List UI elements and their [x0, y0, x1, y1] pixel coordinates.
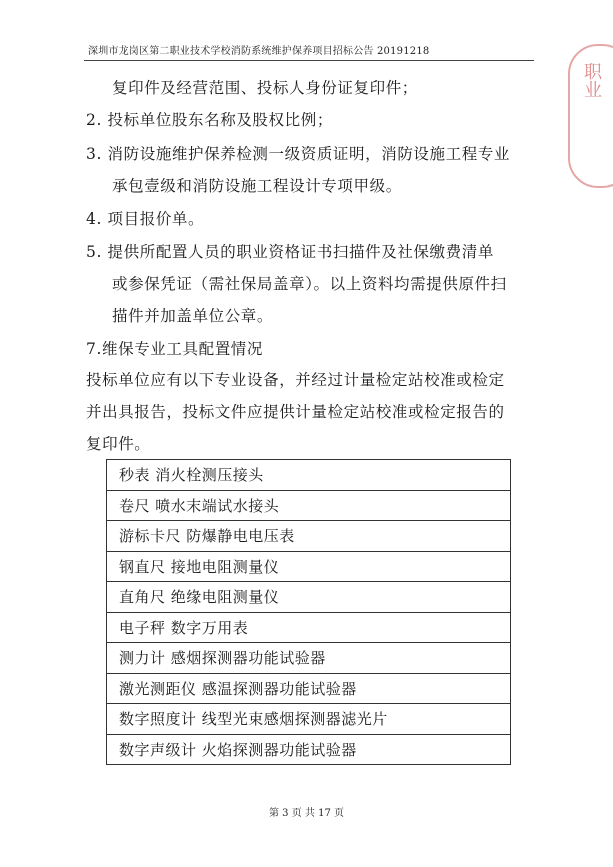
list-item-3: 3. 消防设施维护保养检测一级资质证明，消防设施工程专业 [86, 145, 511, 163]
paragraph-line: 承包壹级和消防设施工程设计专项甲级。 [112, 177, 402, 195]
paragraph-line: 并出具报告，投标文件应提供计量检定站校准或检定报告的 [86, 403, 505, 421]
paragraph-line: 投标单位应有以下专业设备，并经过计量检定站校准或检定 [86, 371, 505, 389]
paragraph-line: 复印件。 [86, 435, 151, 453]
list-item-2: 2. 投标单位股东名称及股权比例； [86, 111, 333, 129]
table-cell: 秒表 消火栓测压接头 [107, 460, 511, 491]
table-row [107, 521, 511, 552]
table-row [107, 673, 511, 704]
table-cell: 卷尺 喷水末端试水接头 [107, 490, 511, 521]
table-cell: 数字声级计 火焰探测器功能试验器 [107, 734, 511, 765]
paragraph-line: 或参保凭证（需社保局盖章）。以上资料均需提供原件扫 [112, 275, 507, 293]
equipment-table [106, 459, 511, 765]
table-row [107, 643, 511, 674]
paragraph-line: 复印件及经营范围、投标人身份证复印件； [112, 79, 418, 97]
page-header: 深圳市龙岗区第二职业技术学校消防系统维护保养项目招标公告 20191218 [88, 46, 430, 57]
table-cell: 游标卡尺 防爆静电电压表 [107, 521, 511, 552]
table-row [107, 704, 511, 735]
table-row [107, 460, 511, 491]
table-row [107, 551, 511, 582]
list-item-4: 4. 项目报价单。 [86, 210, 205, 228]
table-row [107, 490, 511, 521]
section-heading: 7.维保专业工具配置情况 [86, 340, 263, 358]
table-cell: 数字照度计 线型光束感烟探测器滤光片 [107, 704, 511, 735]
red-seal-stamp [568, 44, 613, 188]
table-row [107, 612, 511, 643]
stamp-text: 职业 [581, 62, 602, 98]
table-cell: 钢直尺 接地电阻测量仪 [107, 551, 511, 582]
header-divider [84, 60, 534, 61]
table-row [107, 734, 511, 765]
paragraph-line: 描件并加盖单位公章。 [112, 307, 274, 325]
table-cell: 激光测距仪 感温探测器功能试验器 [107, 673, 511, 704]
page-number: 第 3 页 共 17 页 [269, 808, 344, 819]
list-item-5: 5. 提供所配置人员的职业资格证书扫描件及社保缴费清单 [86, 243, 494, 261]
table-cell: 电子秤 数字万用表 [107, 612, 511, 643]
table-cell: 测力计 感烟探测器功能试验器 [107, 643, 511, 674]
table-cell: 直角尺 绝缘电阻测量仪 [107, 582, 511, 613]
table-row [107, 582, 511, 613]
